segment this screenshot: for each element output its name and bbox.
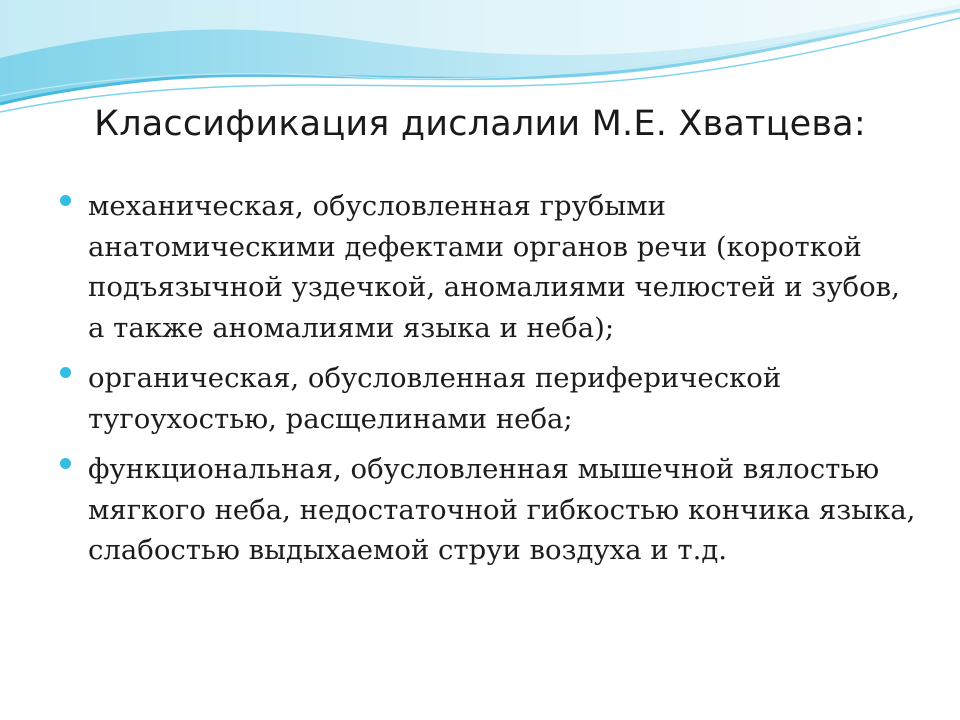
- bullet-dot-icon: [60, 458, 71, 469]
- bullet-dot-icon: [60, 367, 71, 378]
- bullet-text: механическая, обусловленная грубыми анатомическими дефектами органов речи (короткой подъязычной уздечкой, аномалиями челюстей и зубов, а также аномалиями языка и неба);: [88, 190, 900, 344]
- slide-title: Классификация дислалии М.Е. Хватцева:: [94, 104, 866, 144]
- list-item: [60, 358, 920, 439]
- bullet-text: органическая, обусловленная периферической тугоухостью, расщелинами неба;: [88, 362, 782, 435]
- bullet-dot-icon: [60, 195, 71, 206]
- list-item: [60, 186, 920, 348]
- bullet-text: функциональная, обусловленная мышечной вялостью мягкого неба, недостаточной гибкостью кончика языка, слабостью выдыхаемой струи воздуха и т.д.: [88, 453, 916, 566]
- list-item: [60, 449, 920, 571]
- bullet-list: [60, 186, 920, 581]
